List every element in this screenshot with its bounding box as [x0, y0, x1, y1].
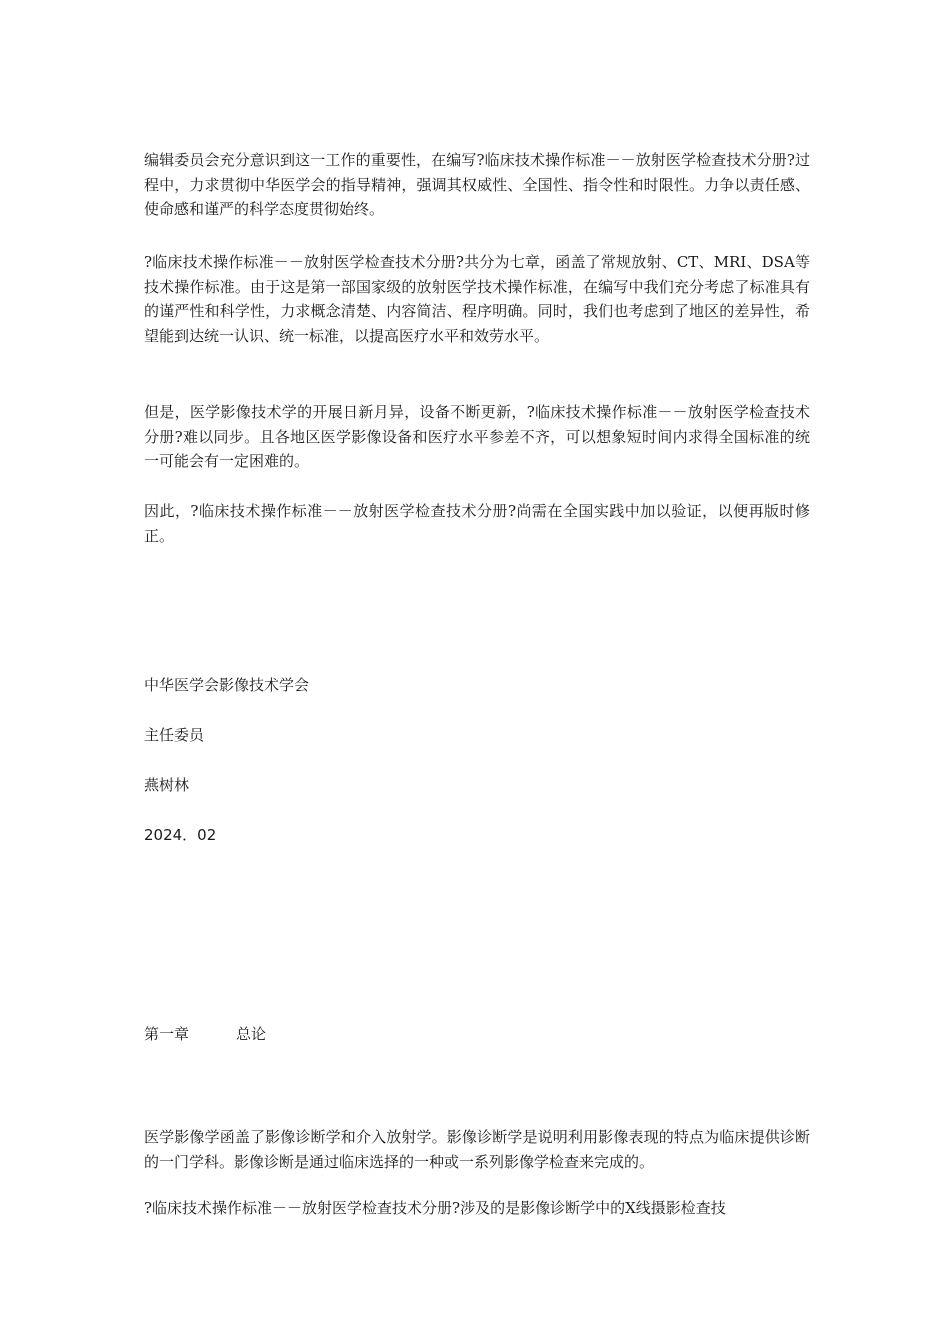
signature-date: 2024．02 [144, 826, 217, 844]
signature-organization: 中华医学会影像技术学会 [144, 676, 310, 694]
chapter-heading [144, 1024, 266, 1044]
chapter-title: 总论 [236, 1025, 267, 1043]
chapter-paragraph-2: ?临床技术操作标准－－放射医学检查技术分册?涉及的是影像诊断学中的X线摄影检查技 [144, 1199, 726, 1217]
chapter-paragraph-1: 医学影像学函盖了影像诊断学和介入放射学。影像诊断学是说明利用影像表现的特点为临床提供诊断的一门学科。影像诊断是通过临床选择的一种或一系列影像学检查来完成的。 [144, 1128, 810, 1171]
chapter-number: 第一章 [144, 1025, 190, 1043]
preface-paragraph-3: 但是，医学影像技术学的开展日新月异，设备不断更新，?临床技术操作标准－－放射医学检查技术分册?难以同步。且各地区医学影像设备和医疗水平参差不齐，可以想象短时间内求得全国标准的统一可能会有一定困难的。 [144, 403, 810, 470]
signature-position: 主任委员 [144, 726, 205, 744]
preface-paragraph-2: ?临床技术操作标准－－放射医学检查技术分册?共分为七章，函盖了常规放射、CT、MRI、DSA等技术操作标准。由于这是第一部国家级的放射医学技术操作标准，在编写中我们充分考虑了标准具有的谨严性和科学性，力求概念清楚、内容简洁、程序明确。同时，我们也考虑到了地区的差异性，希望能到达统一认识、统一标准，以提高医疗水平和效劳水平。 [144, 253, 810, 345]
signature-name: 燕树林 [144, 776, 190, 794]
document-page [144, 0, 810, 1344]
preface-paragraph-1: 编辑委员会充分意识到这一工作的重要性，在编写?临床技术操作标准－－放射医学检查技术分册?过程中，力求贯彻中华医学会的指导精神，强调其权威性、全国性、指令性和时限性。力争以责任感、使命感和谨严的科学态度贯彻始终。 [144, 151, 810, 218]
preface-paragraph-4: 因此，?临床技术操作标准－－放射医学检查技术分册?尚需在全国实践中加以验证，以便再版时修正。 [144, 502, 810, 545]
